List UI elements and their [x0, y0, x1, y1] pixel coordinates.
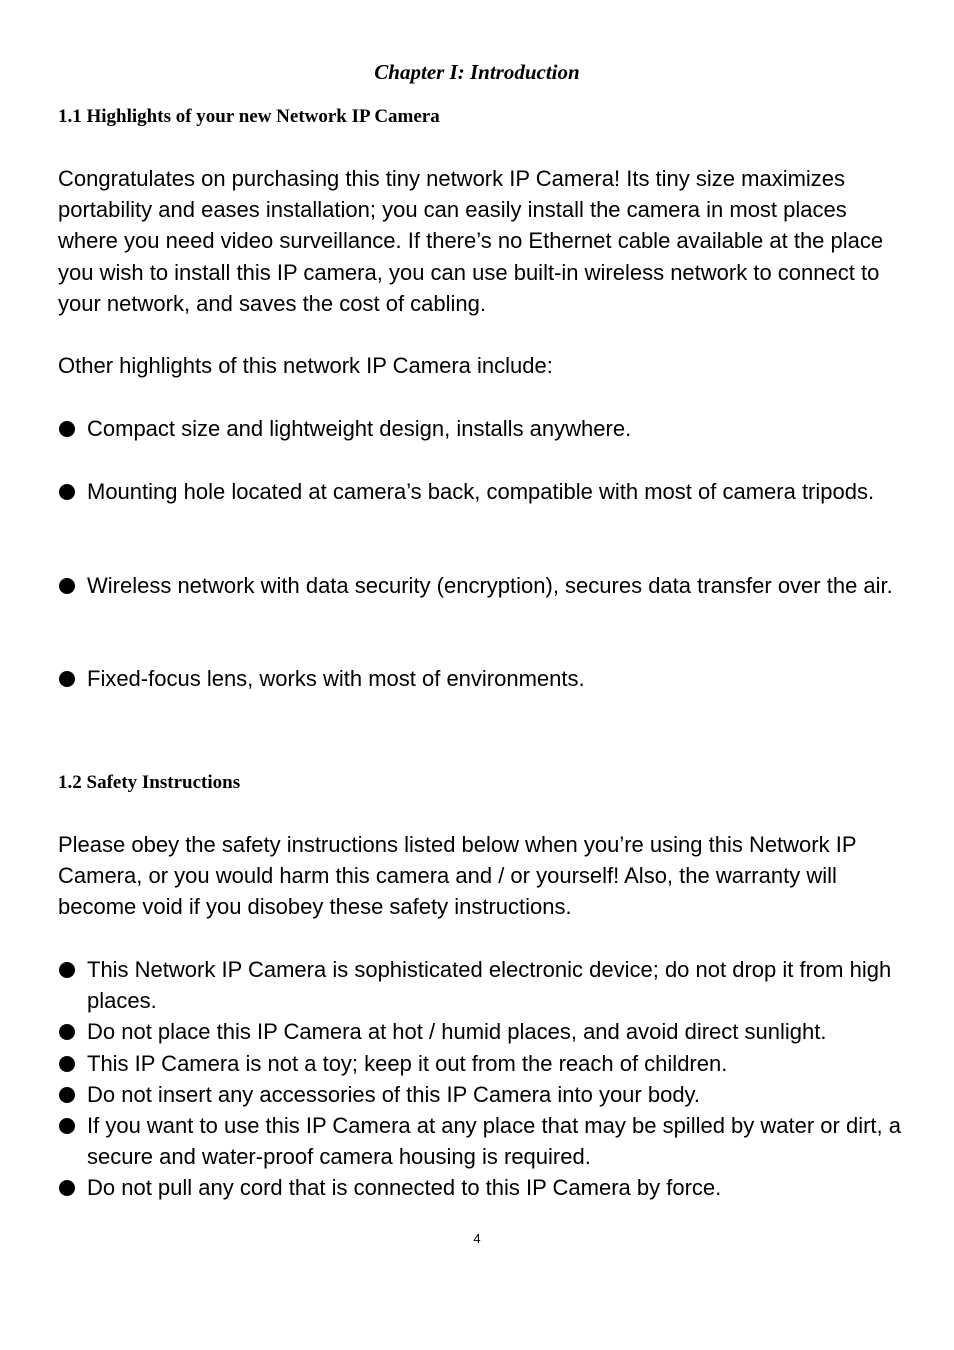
highlights-intro-paragraph: Congratulates on purchasing this tiny network IP Camera! Its tiny size maximizes portability and eases installation; you can easily install the camera in most places where you need video surveillance. If there’s no Ethernet cable available at the place you wish to install this IP camera, you can use built-in wireless network to connect to your network, and saves the cost of cabling.	[58, 166, 884, 316]
list-item-text: Do not pull any cord that is connected to this IP Camera by force.	[87, 1175, 722, 1201]
list-item	[58, 476, 908, 507]
chapter-title: Chapter I: Introduction	[374, 60, 580, 84]
list-item-text: If you want to use this IP Camera at any place that may be spilled by water or dirt, a secure and water-proof camera housing is required.	[87, 1113, 901, 1170]
bullet-icon	[59, 578, 75, 594]
list-item-text: Fixed-focus lens, works with most of environments.	[87, 666, 585, 691]
bullet-icon	[59, 1118, 75, 1134]
list-item-text: This IP Camera is not a toy; keep it out from the reach of children.	[87, 1050, 728, 1076]
bullet-icon	[59, 962, 75, 978]
bullet-icon	[59, 421, 75, 437]
list-item-text: Mounting hole located at camera’s back, compatible with most of camera tripods.	[87, 479, 875, 504]
bullet-icon	[59, 1024, 75, 1040]
list-item	[58, 1048, 908, 1079]
list-item	[58, 1172, 908, 1203]
list-item-text: Compact size and lightweight design, installs anywhere.	[87, 416, 632, 441]
section-heading-highlights: 1.1 Highlights of your new Network IP Camera	[58, 106, 440, 127]
list-item-text: This Network IP Camera is sophisticated electronic device; do not drop it from high places.	[87, 957, 892, 1014]
list-item	[58, 954, 908, 1016]
bullet-icon	[59, 484, 75, 500]
page-number: 4	[473, 1231, 481, 1246]
bullet-icon	[59, 1180, 75, 1196]
list-item-text: Do not insert any accessories of this IP Camera into your body.	[87, 1081, 701, 1107]
section-heading-safety: 1.2 Safety Instructions	[58, 772, 241, 793]
highlights-lead-paragraph: Other highlights of this network IP Camera include:	[58, 353, 553, 378]
safety-intro-paragraph: Please obey the safety instructions listed below when you’re using this Network IP Camera, or you would harm this camera and / or yourself! Also, the warranty will become void if you disobey these safety instructions.	[58, 832, 857, 920]
list-item	[58, 413, 908, 444]
list-item	[58, 1016, 908, 1047]
bullet-icon	[59, 671, 75, 687]
list-item-text: Do not place this IP Camera at hot / humid places, and avoid direct sunlight.	[87, 1019, 827, 1045]
list-item-text: Wireless network with data security (encryption), secures data transfer over the air.	[87, 573, 893, 598]
list-item	[58, 663, 908, 694]
list-item	[58, 1079, 908, 1110]
bullet-icon	[59, 1056, 75, 1072]
safety-list	[58, 954, 908, 1204]
bullet-icon	[59, 1087, 75, 1103]
list-item	[58, 570, 908, 601]
list-item	[58, 1110, 908, 1172]
